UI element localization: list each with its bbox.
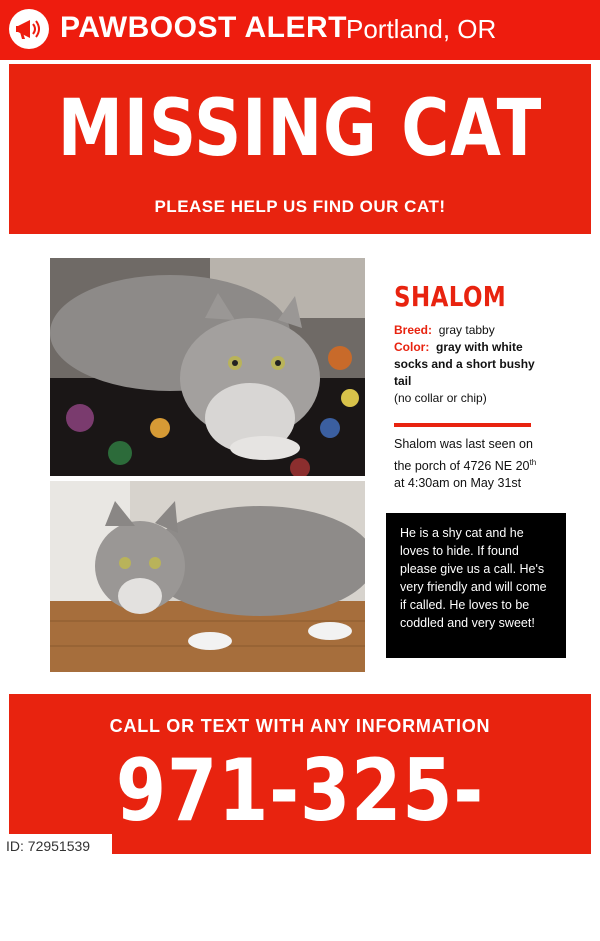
last-seen-sup: th [529, 457, 537, 467]
id-tag: ID: 72951539 [0, 834, 112, 859]
cat-photo-bottom [50, 481, 365, 672]
call-text: CALL OR TEXT WITH ANY INFORMATION [109, 716, 491, 736]
phone-number: 971-325-2258 [115, 741, 485, 941]
breed-label: Breed: [394, 323, 433, 337]
pet-name: SHALOM [394, 280, 507, 313]
headline-box [9, 64, 591, 234]
pet-details [394, 322, 544, 407]
city-label: Portland, OR [346, 14, 497, 44]
description-box [386, 513, 566, 658]
color-value: gray with white socks and a short bushy tail [394, 340, 535, 388]
headline: MISSING CAT [57, 84, 543, 174]
last-seen-pre: Shalom was last seen on the porch of 4726 NE 20 [394, 437, 533, 473]
divider [394, 423, 531, 427]
brand-name: PAWBOOST ALERT [60, 11, 347, 44]
top-banner [0, 0, 600, 60]
cat-photo-top [50, 258, 365, 476]
color-label: Color: [394, 340, 430, 354]
collar-note: (no collar or chip) [394, 391, 487, 405]
megaphone-icon [8, 8, 50, 50]
subhead: PLEASE HELP US FIND OUR CAT! [154, 197, 446, 216]
contact-box [9, 694, 591, 941]
breed-value: gray tabby [438, 323, 495, 337]
description-text: He is a shy cat and he loves to hide. If found please give us a call. He's very friendly and will come if called. He loves to be coddled and very sweet! [400, 526, 547, 630]
last-seen-post: at 4:30am on May 31st [394, 476, 522, 491]
last-seen-text [394, 436, 544, 493]
